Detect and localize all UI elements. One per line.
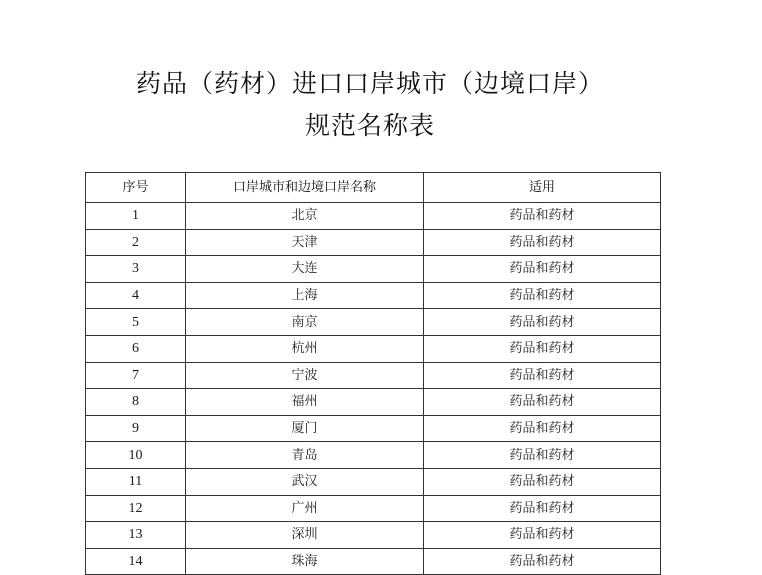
table-row [86, 282, 661, 309]
row-city: 广州 [186, 495, 424, 522]
table-header-row [86, 173, 661, 203]
row-scope: 药品和药材 [424, 389, 661, 416]
row-scope: 药品和药材 [424, 522, 661, 549]
row-index: 6 [86, 335, 186, 362]
row-index: 11 [86, 468, 186, 495]
row-index: 1 [86, 203, 186, 230]
port-city-table [85, 172, 661, 575]
row-index: 4 [86, 282, 186, 309]
table-row [86, 548, 661, 575]
row-index: 10 [86, 442, 186, 469]
row-index: 2 [86, 229, 186, 256]
row-scope: 药品和药材 [424, 415, 661, 442]
row-city: 杭州 [186, 335, 424, 362]
header-scope: 适用 [424, 173, 661, 203]
row-city: 天津 [186, 229, 424, 256]
row-index: 7 [86, 362, 186, 389]
row-city: 青岛 [186, 442, 424, 469]
row-scope: 药品和药材 [424, 495, 661, 522]
row-city: 宁波 [186, 362, 424, 389]
row-index: 13 [86, 522, 186, 549]
row-scope: 药品和药材 [424, 442, 661, 469]
table-row [86, 309, 661, 336]
row-scope: 药品和药材 [424, 282, 661, 309]
row-city: 北京 [186, 203, 424, 230]
row-city: 深圳 [186, 522, 424, 549]
row-index: 14 [86, 548, 186, 575]
row-index: 12 [86, 495, 186, 522]
table-row [86, 415, 661, 442]
document-title-line-1: 药品（药材）进口口岸城市（边境口岸） [135, 69, 604, 98]
row-index: 3 [86, 256, 186, 283]
row-city: 上海 [186, 282, 424, 309]
row-scope: 药品和药材 [424, 548, 661, 575]
row-scope: 药品和药材 [424, 203, 661, 230]
table-row [86, 468, 661, 495]
header-index: 序号 [86, 173, 186, 203]
table-row [86, 522, 661, 549]
table-row [86, 203, 661, 230]
row-city: 厦门 [186, 415, 424, 442]
table-row [86, 362, 661, 389]
header-city: 口岸城市和边境口岸名称 [186, 173, 424, 203]
table-row [86, 335, 661, 362]
row-city: 武汉 [186, 468, 424, 495]
row-index: 9 [86, 415, 186, 442]
row-city: 珠海 [186, 548, 424, 575]
row-city: 大连 [186, 256, 424, 283]
table-row [86, 442, 661, 469]
table-row [86, 229, 661, 256]
table-row [86, 495, 661, 522]
table-row [86, 256, 661, 283]
row-scope: 药品和药材 [424, 335, 661, 362]
document-title-line-2: 规范名称表 [304, 111, 435, 140]
row-scope: 药品和药材 [424, 468, 661, 495]
row-city: 南京 [186, 309, 424, 336]
table-row [86, 389, 661, 416]
table-body [86, 203, 661, 575]
row-index: 8 [86, 389, 186, 416]
row-scope: 药品和药材 [424, 256, 661, 283]
table-header [86, 173, 661, 203]
row-scope: 药品和药材 [424, 362, 661, 389]
row-index: 5 [86, 309, 186, 336]
row-scope: 药品和药材 [424, 309, 661, 336]
row-city: 福州 [186, 389, 424, 416]
row-scope: 药品和药材 [424, 229, 661, 256]
